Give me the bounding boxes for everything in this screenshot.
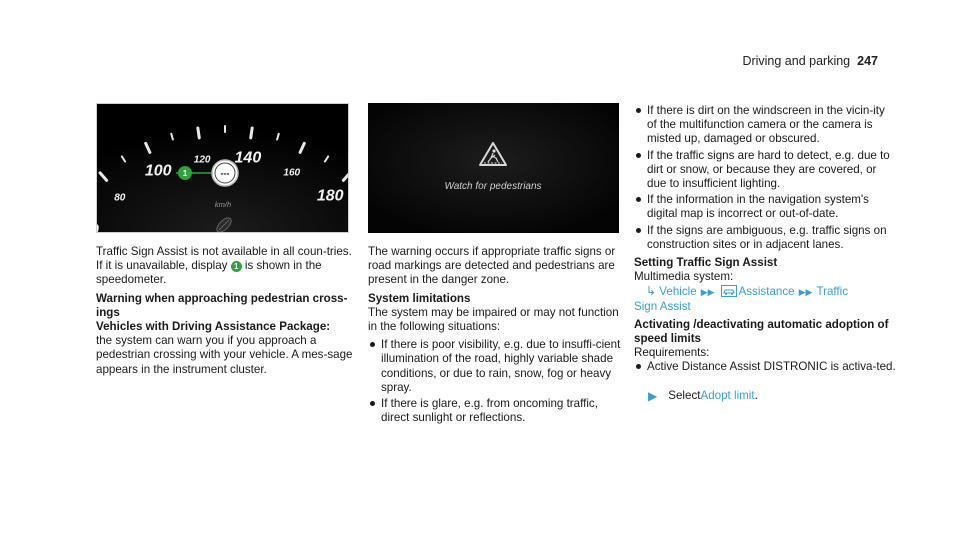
column-right [634,104,896,403]
limitations-list [368,338,624,425]
assistance-car-icon [721,285,737,297]
menu-path [646,284,896,299]
vehicle-link[interactable]: Vehicle [659,285,697,299]
dial-label: 120 [193,154,211,166]
heading-pedestrian-warning: Warning when approaching pedestrian cross-ings [96,291,348,319]
speed-unit: km/h [214,200,232,209]
speedometer-image [96,103,349,233]
list-item: If there is glare, e.g. from oncoming traffic, direct sunlight or reflections. [368,397,624,425]
traffic-sign-assist-link[interactable]: Sign Assist [634,299,691,313]
select-action: ▶ Select Adopt limit . [648,388,758,403]
page-header [742,54,878,68]
heading-vehicles-package: Vehicles with Driving Assistance Package: [96,320,331,334]
requirements-label: Requirements: [634,346,710,360]
menu-path-icon: ↳ [646,284,657,299]
chevron-right-icon: ▶▶ [700,287,715,298]
warning-display-graphic [368,103,619,233]
list-item: If there is dirt on the windscreen in the vicin-ity of the multifunction camera or the camera is misted up, damaged or obscured. [634,104,896,147]
speed-sign-label: --- [220,168,230,179]
callout-badge-inline: 1 [231,261,242,272]
dial-label: 140 [234,149,262,167]
page-number: 247 [857,54,878,68]
assistance-link[interactable]: Assistance [738,285,795,299]
limitations-list-continued [634,104,896,252]
list-item: If the information in the navigation system's digital map is incorrect or out-of-date. [634,193,896,221]
traffic-link[interactable]: Traffic [816,285,849,299]
chevron-right-icon: ▶▶ [798,287,813,298]
dial-label [97,222,99,232]
intro-paragraph: Traffic Sign Assist is not available in all coun-tries. If it is unavailable, display 1 is shown in the speedometer. [96,245,352,287]
list-item: Active Distance Assist DISTRONIC is activa-ted. [634,360,896,374]
warning-occurs-paragraph: The warning occurs if appropriate traffic signs or road markings are detected and pedestrians are present in the danger zone. [368,245,616,287]
dial-label: 160 [283,167,301,179]
dial-tick [251,128,252,138]
list-item: If the signs are ambiguous, e.g. traffic signs on construction sites or in adjacent lanes. [634,224,896,252]
limitations-intro: The system may be impaired or may not function in the following situations: [368,305,619,334]
dial-tick [198,128,199,138]
heading-activating: Activating /deactivating automatic adoption of speed limits [634,317,889,346]
column-middle [368,245,624,429]
adopt-limit-link[interactable]: Adopt limit [700,388,755,402]
list-item: If the traffic signs are hard to detect, e.g. due to dirt or snow, or because they are covered, or due to insufficient lighting. [634,149,896,192]
speedometer-graphic [97,104,348,232]
column-left [96,245,354,381]
requirements-list [634,360,896,374]
multimedia-label: Multimedia system: [634,270,734,284]
play-arrow-icon: ▶ [648,388,658,403]
heading-setting: Setting Traffic Sign Assist [634,256,778,270]
pedestrian-warning-image [368,103,619,233]
callout-number: 1 [182,169,188,178]
dial-label: 100 [144,162,172,180]
list-item: If there is poor visibility, e.g. due to insuffi-cient illumination of the road, highly variable shade conditions, or due to rain, snow, fog or heavy spray. [368,338,624,395]
warning-message: Watch for pedestrians [444,181,542,192]
dial-label: 80 [114,192,126,204]
dial-label: 180 [316,187,344,205]
heading-system-limitations: System limitations [368,291,471,305]
section-title: Driving and parking [742,54,851,68]
pedestrian-warning-text: the system can warn you if you approach a pedestrian crossing with your vehicle. A mes-sage appears in the instrument cluster. [96,334,353,376]
